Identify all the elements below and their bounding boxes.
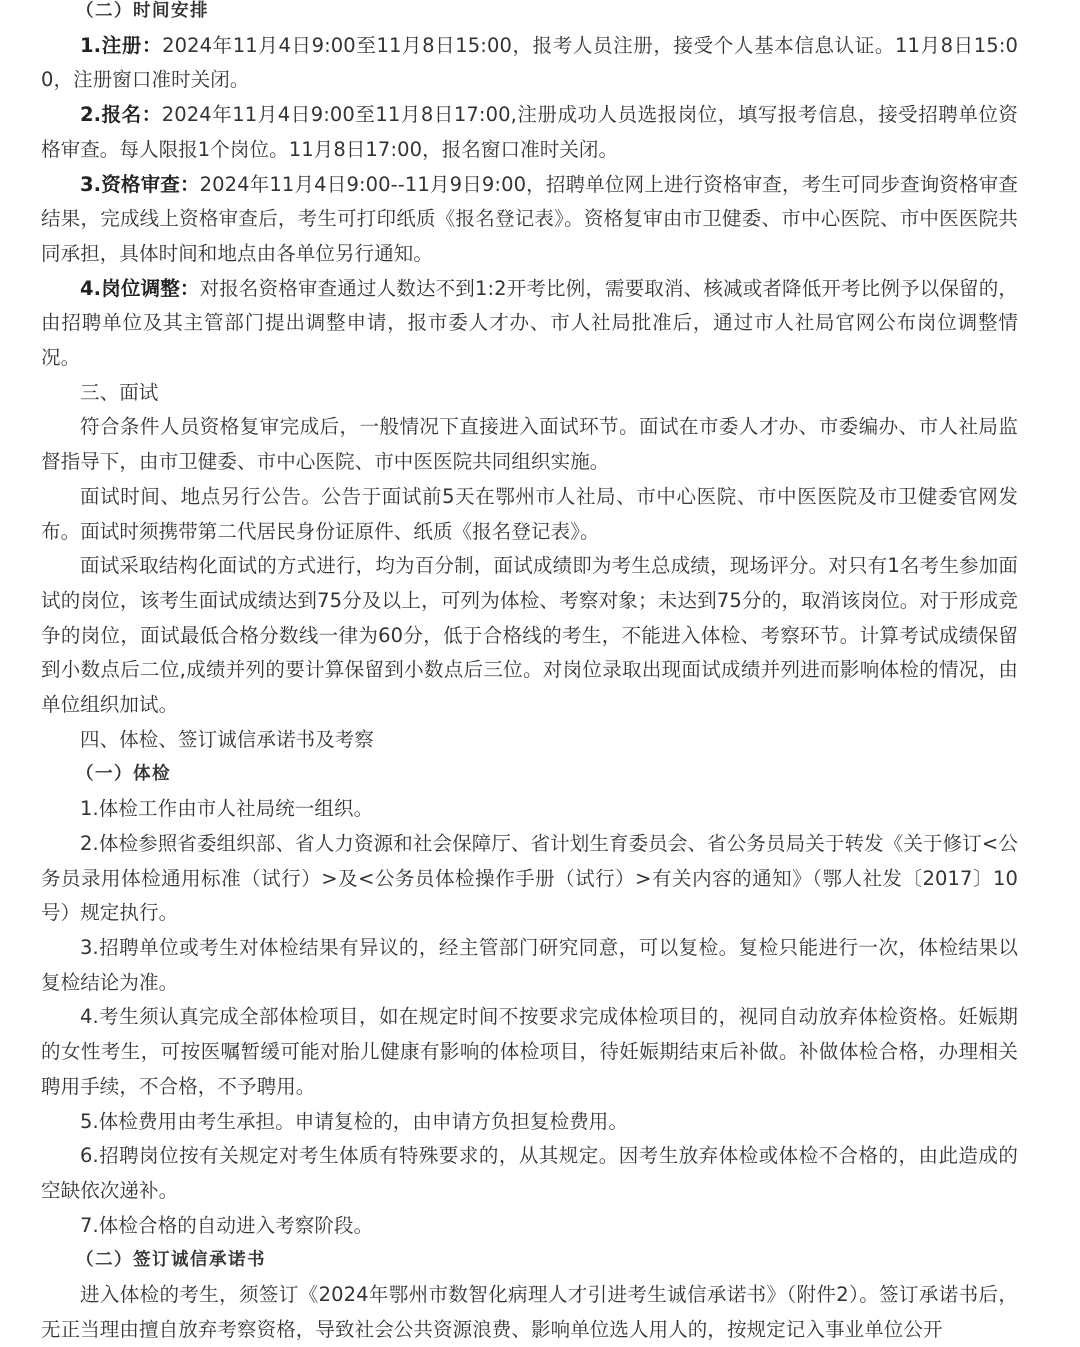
paragraph-interview-3: 面试采取结构化面试的方式进行，均为百分制，面试成绩即为考生总成绩，现场评分。对只有1名考生参加面试的岗位，该考生面试成绩达到75分及以上，可列为体检、考察对象；未达到75分的，取消该岗位。对于形成竞争的岗位，面试最低合格分数线一律为60分，低于合格线的考生，不能进入体检、考察环节。计算考试成绩保留到小数点后二位,成绩并列的要计算保留到小数点后三位。对岗位录取出现面试成绩并列进而影响体检的情况，由单位组织加试。 [41, 554, 1018, 717]
physical-item-2: 2.体检参照省委组织部、省人力资源和社会保障厅、省计划生育委员会、省公务员局关于转发《关于修订<公务员录用体检通用标准（试行）>及<公务员体检操作手册（试行）>有关内容的通知》（鄂人社发〔2017〕10号）规定执行。 [41, 831, 1018, 925]
paragraph-interview-2: 面试时间、地点另行公告。公告于面试前5天在鄂州市人社局、市中心医院、市中医医院及市卫健委官网发布。面试时须携带第二代居民身份证原件、纸质《报名登记表》。 [41, 484, 1018, 543]
paragraph-interview-1: 符合条件人员资格复审完成后，一般情况下直接进入面试环节。面试在市委人才办、市委编办、市人社局监督指导下，由市卫健委、市中心医院、市中医医院共同组织实施。 [41, 415, 1018, 474]
label-apply: 2.报名： [80, 103, 162, 127]
heading-physical-exam: （一）体检 [76, 764, 171, 785]
physical-item-6: 6.招聘岗位按有关规定对考生体质有特殊要求的，从其规定。因考生放弃体检或体检不合格的，由此造成的空缺依次递补。 [41, 1144, 1018, 1202]
physical-item-5: 5.体检费用由考生承担。申请复检的，由申请方负担复检费用。 [80, 1109, 629, 1133]
label-qualification-review: 3.资格审查： [80, 172, 200, 196]
physical-item-7: 7.体检合格的自动进入考察阶段。 [80, 1213, 374, 1237]
section-exam-title: 四、体检、签订诚信承诺书及考察 [80, 727, 375, 751]
label-registration: 1.注册： [80, 33, 163, 57]
text-position-adjustment: 对报名资格审查通过人数达不到1:2开考比例，需要取消、核减或者降低开考比例予以保留的，由招聘单位及其主管部门提出调整申请，报市委人才办、市人社局批准后，通过市人社局官网公布岗位调整情况。 [41, 276, 1018, 370]
paragraph-pledge-1: 进入体检的考生，须签订《2024年鄂州市数智化病理人才引进考生诚信承诺书》（附件2）。签订承诺书后，无正当理由擅自放弃考察资格，导致社会公共资源浪费、影响单位选人用人的，按规定记入事业单位公开 [41, 1283, 1018, 1341]
label-position-adjustment: 4.岗位调整： [80, 276, 200, 300]
physical-item-4: 4.考生须认真完成全部体检项目，如在规定时间不按要求完成体检项目的，视同自动放弃体检资格。妊娠期的女性考生，可按医嘱暂缓可能对胎儿健康有影响的体检项目，待妊娠期结束后补做。补做体检合格，办理相关聘用手续，不合格，不予聘用。 [41, 1005, 1018, 1098]
paragraph-registration [41, 29, 1018, 98]
heading-time-schedule: （二）时间安排 [76, 1, 209, 21]
text-registration: 2024年11月4日9:00至11月8日15:00，报考人员注册，接受个人基本信息认证。11月8日15:00，注册窗口准时关闭。 [41, 33, 1018, 92]
paragraph-position-adjustment [41, 272, 1018, 376]
paragraph-apply [41, 98, 1018, 167]
text-qualification-review: 2024年11月4日9:00--11月9日9:00，招聘单位网上进行资格审查，考生可同步查询资格审查结果，完成线上资格审查后，考生可打印纸质《报名登记表》。资格复审由市卫健委、市中心医院、市中医医院共同承担，具体时间和地点由各单位另行通知。 [41, 172, 1018, 265]
physical-item-1: 1.体检工作由市人社局统一组织。 [80, 797, 374, 821]
heading-integrity-pledge: （二）签订诚信承诺书 [76, 1250, 266, 1271]
text-apply: 2024年11月4日9:00至11月8日17:00,注册成功人员选报岗位，填写报考信息，接受招聘单位资格审查。每人限报1个岗位。11月8日17:00，报名窗口准时关闭。 [41, 103, 1018, 161]
physical-item-3: 3.招聘单位或考生对体检结果有异议的，经主管部门研究同意，可以复检。复检只能进行一次，体检结果以复检结论为准。 [41, 935, 1018, 994]
section-interview-title: 三、面试 [80, 380, 159, 404]
paragraph-qualification-review [41, 168, 1018, 272]
